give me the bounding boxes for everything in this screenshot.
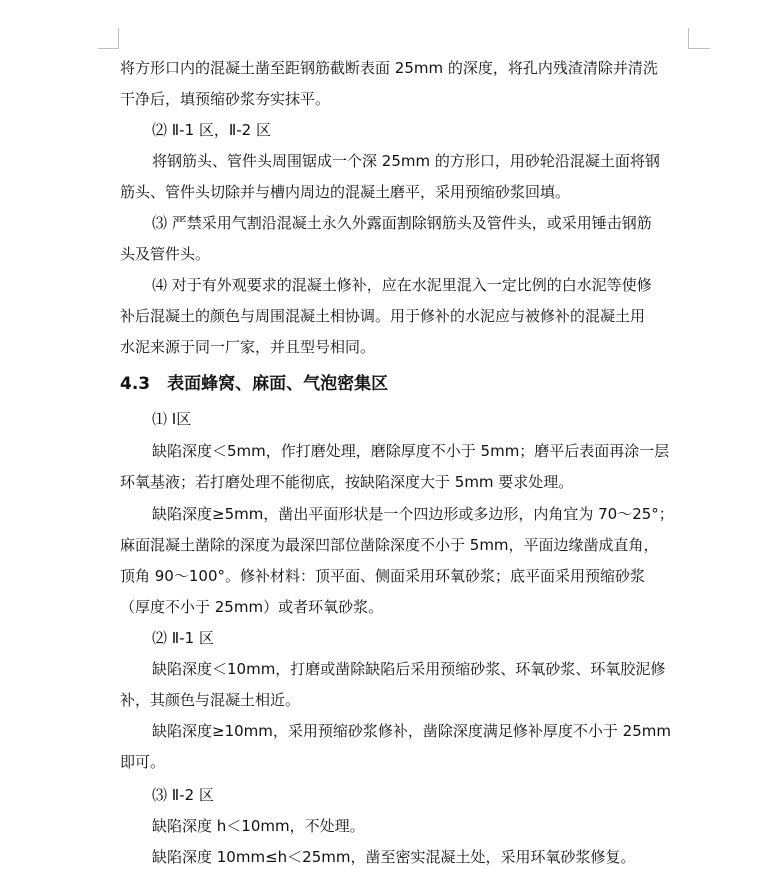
paragraph-line: 缺陷深度≥5mm，凿出平面形状是一个四边形或多边形，内角宜为 70～25°；: [152, 505, 674, 523]
crop-mark-left-vertical: [118, 28, 119, 48]
section-label: ⑵ Ⅱ-1 区: [152, 629, 214, 647]
paragraph-line: ⑶ 严禁采用气割沿混凝土永久外露面割除钢筋头及管件头，或采用锤击钢筋: [152, 214, 652, 232]
paragraph-line: 补，其颜色与混凝土相近。: [120, 691, 301, 709]
paragraph-line: 将方形口内的混凝土凿至距钢筋截断表面 25mm 的深度，将孔内残渣清除并清洗: [120, 59, 658, 77]
crop-mark-right-horizontal: [688, 48, 710, 49]
paragraph-line: 缺陷深度 10mm≤h＜25mm，凿至密实混凝土处，采用环氧砂浆修复。: [152, 848, 636, 866]
crop-mark-left-horizontal: [98, 48, 119, 49]
paragraph-line: 头及管件头。: [120, 245, 211, 263]
paragraph-line: 缺陷深度 h＜10mm，不处理。: [152, 817, 365, 835]
paragraph-line: 即可。: [120, 753, 166, 771]
section-label: ⑵ Ⅱ-1 区，Ⅱ-2 区: [152, 121, 271, 139]
section-label: ⑴ Ⅰ区: [152, 410, 192, 428]
paragraph-line: 麻面混凝土凿除的深度为最深凹部位凿除深度不小于 5mm，平面边缘凿成直角，: [120, 536, 659, 554]
section-heading: 4.3 表面蜂窝、麻面、气泡密集区: [120, 374, 389, 394]
paragraph-line: （厚度不小于 25mm）或者环氧砂浆。: [120, 598, 384, 616]
paragraph-line: ⑷ 对于有外观要求的混凝土修补，应在水泥里混入一定比例的白水泥等使修: [152, 276, 652, 294]
paragraph-line: 缺陷深度≥10mm，采用预缩砂浆修补，凿除深度满足修补厚度不小于 25mm: [152, 722, 671, 740]
paragraph-line: 水泥来源于同一厂家，并且型号相同。: [120, 338, 376, 356]
crop-mark-right-vertical: [688, 28, 689, 48]
paragraph-line: 筋头、管件头切除并与槽内周边的混凝土磨平，采用预缩砂浆回填。: [120, 183, 571, 201]
paragraph-line: 顶角 90～100°。修补材料：顶平面、侧面采用环氧砂浆；底平面采用预缩砂浆: [120, 567, 645, 585]
paragraph-line: 干净后，填预缩砂浆夯实抹平。: [120, 90, 331, 108]
paragraph-line: 补后混凝土的颜色与周围混凝土相协调。用于修补的水泥应与被修补的混凝土用: [120, 307, 646, 325]
paragraph-line: 环氧基液；若打磨处理不能彻底，按缺陷深度大于 5mm 要求处理。: [120, 473, 574, 491]
section-label: ⑶ Ⅱ-2 区: [152, 786, 214, 804]
paragraph-line: 将钢筋头、管件头周围锯成一个深 25mm 的方形口，用砂轮沿混凝土面将钢: [152, 152, 660, 170]
paragraph-line: 缺陷深度＜5mm，作打磨处理，磨除厚度不小于 5mm；磨平后表面再涂一层: [152, 442, 670, 460]
paragraph-line: 缺陷深度＜10mm，打磨或凿除缺陷后采用预缩砂浆、环氧砂浆、环氧胶泥修: [152, 660, 666, 678]
